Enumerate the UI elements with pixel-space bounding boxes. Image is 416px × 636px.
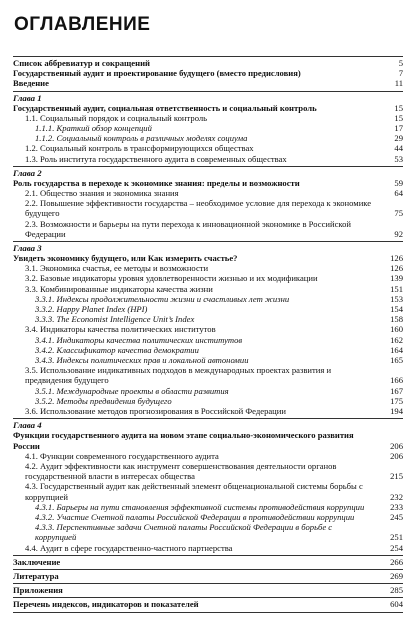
chapter-label: Глава 4: [13, 420, 42, 431]
chapter-label: Глава 1: [13, 92, 42, 103]
toc-entry[interactable]: [13, 143, 403, 153]
toc-entry-page: 64: [394, 188, 403, 199]
toc-entry[interactable]: [13, 396, 403, 406]
toc-entry-page: 285: [390, 585, 403, 596]
toc-section: [13, 583, 403, 597]
toc-entry-title: 3.1. Экономика счастья, ее методы и возможности: [25, 263, 209, 274]
toc-entry-title: 3.6. Использование методов прогнозирования в Российской Федерации: [25, 406, 286, 417]
toc-entry-title: 3.5.1. Международные проекты в области развития: [35, 385, 229, 396]
toc-entry-title: 4.2. Аудит эффективности как инструмент совершенствования деятельности органов государственной власти в интересах общества: [25, 460, 337, 482]
toc-entry[interactable]: [13, 314, 403, 324]
chapter-label: Глава 2: [13, 167, 42, 178]
toc-entry-page: 53: [394, 153, 403, 164]
toc-entry-page: 92: [394, 228, 403, 239]
toc-entry-title: 2.2. Повышение эффективности государства – необходимое условие для перехода к экономике будущего: [25, 198, 372, 219]
toc-entry-title: Литература: [13, 570, 59, 581]
toc-entry-page: 206: [390, 450, 403, 461]
toc-entry-page: 158: [390, 314, 403, 325]
toc-entry[interactable]: [13, 113, 403, 123]
toc-entry[interactable]: [13, 253, 403, 263]
toc-entry-page: 269: [390, 570, 403, 581]
toc-section: [13, 241, 403, 418]
toc-entry-title: 3.4. Индикаторы качества политических институтов: [25, 324, 216, 335]
toc-entry-page: 175: [390, 395, 403, 406]
toc-entry-page: 245: [390, 511, 403, 522]
toc-entry-page: 166: [390, 375, 403, 386]
toc-entry[interactable]: [13, 365, 403, 385]
toc-section: [13, 597, 403, 612]
toc-entry[interactable]: [13, 430, 403, 450]
toc-entry-title: 3.4.2. Классификатор качества демократии: [35, 344, 199, 355]
toc-entry[interactable]: [13, 585, 403, 595]
toc-entry-page: 160: [390, 324, 403, 335]
toc-entry[interactable]: [13, 68, 403, 78]
toc-entry[interactable]: [13, 324, 403, 334]
toc-entry-title: 1.2. Социальный контроль в трансформирующихся обществах: [25, 143, 254, 154]
toc-section: [13, 56, 403, 91]
toc-entry-title: 1.3. Роль института государственного аудита в современных обществах: [25, 153, 287, 164]
toc-entry-page: 254: [390, 542, 403, 553]
toc-entry-page: 232: [390, 491, 403, 502]
toc-entry-page: 233: [390, 501, 403, 512]
toc-entry-page: 194: [390, 406, 403, 417]
toc-entry-title: Функции государственного аудита на новом этапе социально-экономического развития России: [13, 430, 354, 451]
toc-entry-title: 3.2. Базовые индикаторы уровня удовлетворенности жизнью и их модификации: [25, 273, 318, 284]
toc-entry-title: 1.1. Социальный порядок и социальный контроль: [25, 112, 208, 123]
toc-section: [13, 91, 403, 166]
toc-entry-page: 206: [390, 440, 403, 451]
toc-entry-page: 154: [390, 304, 403, 315]
toc-entry-title: 4.4. Аудит в сфере государственно-частного партнерства: [25, 542, 233, 553]
toc-entry[interactable]: [13, 263, 403, 273]
toc-entry-title: Приложения: [13, 585, 63, 596]
toc-entry[interactable]: [13, 386, 403, 396]
toc-entry-page: 7: [398, 68, 403, 79]
toc-entry[interactable]: [13, 103, 403, 113]
toc-entry-title: Заключение: [13, 556, 61, 567]
toc-entry[interactable]: [13, 335, 403, 345]
toc-entry-page: 215: [390, 471, 403, 482]
toc-entry[interactable]: [13, 273, 403, 283]
toc-entry-page: 15: [394, 112, 403, 123]
toc-entry[interactable]: [13, 178, 403, 188]
toc-entry-page: 59: [394, 177, 403, 188]
toc-entry-page: 126: [390, 253, 403, 264]
toc-entry-page: 153: [390, 293, 403, 304]
toc-entry[interactable]: [13, 451, 403, 461]
toc-entry[interactable]: [13, 58, 403, 68]
toc-entry-page: 165: [390, 355, 403, 366]
toc-entry-page: 139: [390, 273, 403, 284]
toc-entry-title: Список аббревиатур и сокращений: [13, 58, 150, 68]
toc-entry[interactable]: [13, 219, 403, 239]
toc-entry[interactable]: [13, 599, 403, 609]
toc-entry-title: 1.1.2. Социальный контроль в различных моделях социума: [35, 133, 248, 144]
toc-entry-title: 3.5. Использование индикативных подходов в международных проектах развития и предвидения будущего: [25, 365, 332, 386]
toc-entry[interactable]: [13, 522, 403, 542]
toc-entry-page: 11: [394, 78, 403, 89]
toc-entry[interactable]: [13, 294, 403, 304]
toc-entry-title: Государственный аудит, социальная ответственность и социальный контроль: [13, 102, 317, 113]
toc-entry-page: 151: [390, 283, 403, 294]
toc-entry[interactable]: [13, 406, 403, 416]
toc-entry-page: 44: [394, 143, 403, 154]
toc-entry[interactable]: [13, 481, 403, 501]
toc-entry-title: Государственный аудит и проектирование будущего (вместо предисловия): [13, 68, 301, 79]
toc-entry-title: 3.3.1. Индексы продолжительности жизни и счастливых лет жизни: [35, 293, 290, 304]
toc-entry-page: 29: [394, 133, 403, 144]
toc-entry-title: Введение: [13, 78, 49, 89]
toc-entry[interactable]: [13, 188, 403, 198]
toc-entry-title: 4.3.2. Участие Счетной палаты Российской Федерации в противодействии коррупции: [35, 511, 355, 522]
toc-entry-page: 251: [390, 532, 403, 543]
toc-entry[interactable]: [13, 502, 403, 512]
toc-entry-title: Роль государства в переходе к экономике знания: пределы и возможности: [13, 177, 300, 188]
toc-entry-title: 4.3.3. Перспективные задачи Счетной палаты Российской Федерации в борьбе с коррупцией: [35, 522, 333, 543]
toc-entry-title: 4.3. Государственный аудит как действенный элемент общенациональной системы борьбы с коррупцией: [25, 481, 363, 502]
toc-entry-title: Увидеть экономику будущего, или Как измерить счастье?: [13, 253, 238, 264]
table-of-contents: [13, 56, 403, 613]
toc-section: [13, 555, 403, 569]
toc-entry[interactable]: [13, 284, 403, 294]
toc-entry-title: 3.4.3. Индексы политических прав и локальной автономии: [35, 355, 249, 366]
toc-entry-title: 3.3.2. Happy Planet Index (HPI): [35, 304, 148, 315]
toc-entry[interactable]: [13, 557, 403, 567]
toc-section: [13, 569, 403, 583]
chapter-label: Глава 3: [13, 243, 42, 254]
toc-entry[interactable]: [13, 571, 403, 581]
toc-entry-page: 604: [390, 599, 403, 610]
toc-entry-title: 3.4.1. Индикаторы качества политических институтов: [35, 334, 243, 345]
toc-section: [13, 166, 403, 241]
toc-entry[interactable]: [13, 345, 403, 355]
toc-entry[interactable]: [13, 512, 403, 522]
toc-entry[interactable]: [13, 355, 403, 365]
toc-entry-title: 4.3.1. Барьеры на пути становления эффективной системы противодействия коррупции: [35, 501, 365, 512]
toc-entry-page: 5: [398, 58, 403, 68]
toc-entry-title: 1.1.1. Краткий обзор концепций: [35, 123, 152, 134]
toc-entry-page: 75: [394, 208, 403, 219]
toc-entry-page: 15: [394, 102, 403, 113]
toc-entry[interactable]: [13, 133, 403, 143]
toc-entry[interactable]: [13, 304, 403, 314]
toc-entry-page: 162: [390, 334, 403, 345]
toc-entry-page: 266: [390, 556, 403, 567]
toc-entry[interactable]: [13, 123, 403, 133]
toc-section: [13, 418, 403, 554]
toc-entry-page: 164: [390, 344, 403, 355]
toc-entry-title: 3.3. Комбинированные индикаторы качества жизни: [25, 283, 213, 294]
toc-entry-title: 3.5.2. Методы предвидения будущего: [35, 395, 172, 406]
toc-entry-page: 167: [390, 385, 403, 396]
toc-entry-page: 17: [394, 123, 403, 134]
page-title: ОГЛАВЛЕНИЕ: [14, 14, 151, 35]
toc-entry[interactable]: [13, 154, 403, 164]
toc-entry[interactable]: [13, 461, 403, 481]
toc-entry-page: 126: [390, 263, 403, 274]
toc-entry-title: 4.1. Функции современного государственного аудита: [25, 450, 219, 461]
toc-entry-title: 2.3. Возможности и барьеры на пути перехода к инновационной экономике в Российской Федерации: [25, 218, 352, 239]
toc-entry-title: 2.1. Общество знания и экономика знания: [25, 188, 179, 199]
toc-entry[interactable]: [13, 198, 403, 218]
toc-entry-title: Перечень индексов, индикаторов и показателей: [13, 599, 199, 610]
toc-entry[interactable]: [13, 543, 403, 553]
toc-entry-title: 3.3.3. The Economist Intelligence Unit’s Index: [35, 314, 195, 325]
toc-entry[interactable]: [13, 78, 403, 88]
